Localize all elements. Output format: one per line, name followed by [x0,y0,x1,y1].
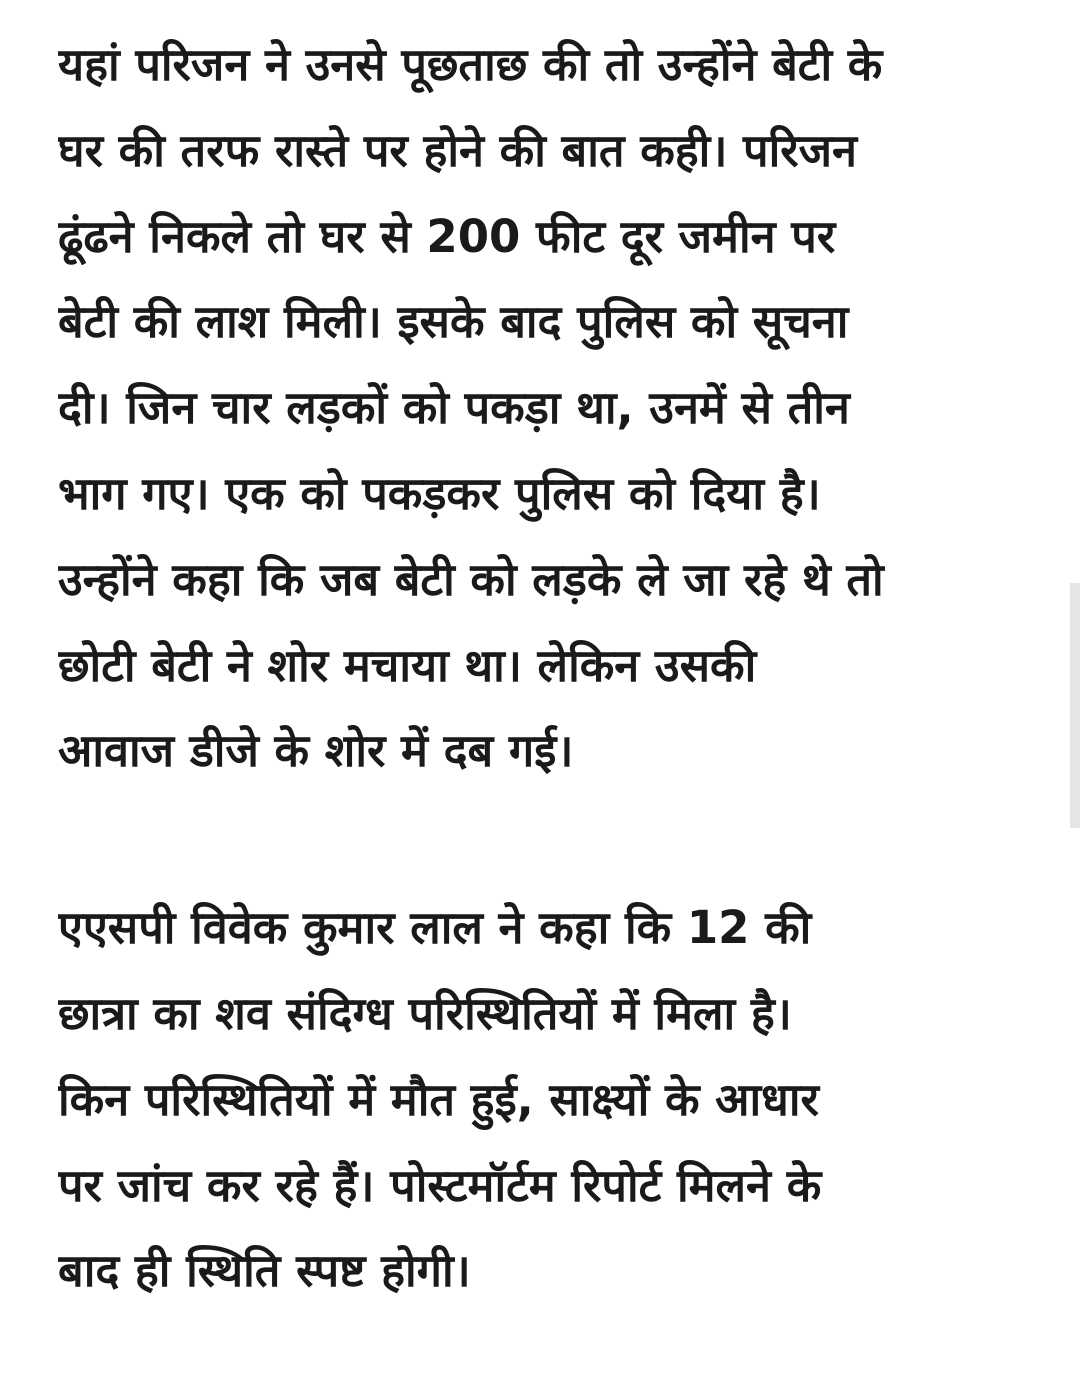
paragraph-line: पर जांच कर रहे हैं। पोस्टमॉर्टम रिपोर्ट मिलने के [58,1158,822,1212]
paragraph-line: एएसपी विवेक कुमार लाल ने कहा कि 12 की [58,901,812,955]
paragraph-line: छात्रा का शव संदिग्ध परिस्थितियों में मिला है। [58,986,792,1040]
article-paragraph-1 [58,22,1038,794]
paragraph-line: उन्होंने कहा कि जब बेटी को लड़के ले जा रहे थे तो [58,552,884,606]
paragraph-line: घर की तरफ रास्ते पर होने की बात कही। परिजन [58,123,858,177]
paragraph-line: यहां परिजन ने उनसे पूछताछ की तो उन्होंने बेटी के [58,38,883,91]
paragraph-spacer [58,794,1038,885]
paragraph-line: ढूंढने निकले तो घर से 200 फीट दूर जमीन पर [58,209,836,263]
paragraph-line: बाद ही स्थिति स्पष्ट होगी। [58,1244,471,1298]
paragraph-line: बेटी की लाश मिली। इसके बाद पुलिस को सूचना [58,295,849,349]
paragraph-line: आवाज डीजे के शोर में दब गई। [58,724,574,778]
paragraph-line: छोटी बेटी ने शोर मचाया था। लेकिन उसकी [58,638,757,692]
article-paragraph-2 [58,885,1038,1314]
paragraph-line: दी। जिन चार लड़कों को पकड़ा था, उनमें से तीन [58,381,850,435]
paragraph-line: किन परिस्थितियों में मौत हुई, साक्ष्यों के आधार [58,1072,819,1126]
paragraph-line: भाग गए। एक को पकड़कर पुलिस को दिया है। [58,466,821,520]
article-body [58,22,1038,1314]
scrollbar-thumb[interactable] [1070,583,1080,828]
